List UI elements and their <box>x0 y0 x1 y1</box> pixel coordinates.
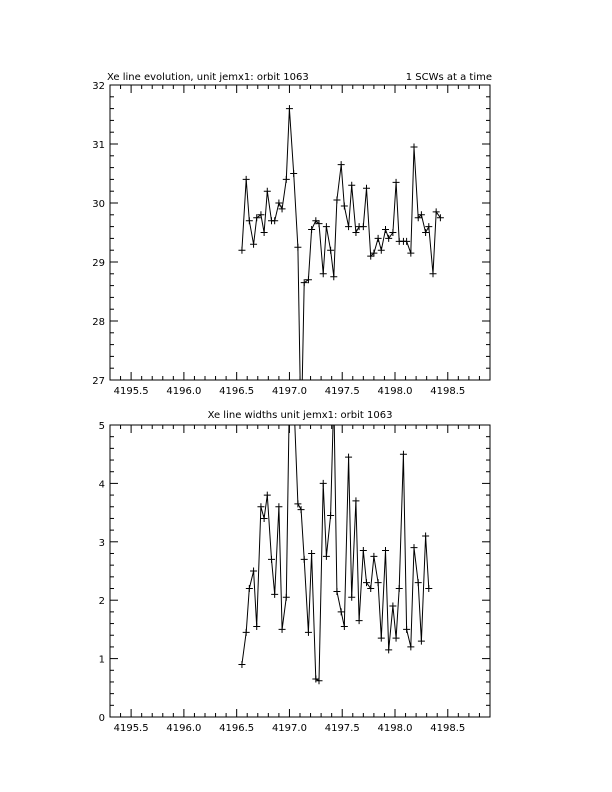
bottom-data-point <box>253 623 260 630</box>
top-y-tick-label: 31 <box>92 140 105 151</box>
top-y-tick-label: 27 <box>92 376 105 387</box>
bottom-data-point <box>261 515 268 522</box>
bottom-data-point <box>316 677 323 684</box>
top-data-point <box>271 217 278 224</box>
top-data-point <box>243 176 250 183</box>
top-data-point <box>250 241 257 248</box>
top-data-point <box>437 214 444 221</box>
top-data-point <box>341 202 348 209</box>
bottom-data-point <box>370 553 377 560</box>
top-x-tick-label: 4196.5 <box>219 386 255 397</box>
bottom-data-point <box>341 623 348 630</box>
bottom-y-tick-label: 3 <box>98 537 105 549</box>
bottom-data-point <box>360 547 367 554</box>
bottom-y-tick-label: 0 <box>98 713 105 724</box>
bottom-data-point <box>268 556 275 563</box>
top-y-tick-label: 32 <box>92 81 105 92</box>
top-data-point <box>407 250 414 257</box>
top-chart-title: Xe line evolution, unit jemx1: orbit 1063 <box>107 72 309 83</box>
bottom-x-tick-label: 4198.0 <box>377 723 413 734</box>
bottom-data-point <box>275 503 282 510</box>
top-data-point <box>279 205 286 212</box>
bottom-data-point <box>400 451 407 458</box>
bottom-data-point <box>375 579 382 586</box>
bottom-data-point <box>378 635 385 642</box>
bottom-y-tick-label: 2 <box>98 596 105 608</box>
bottom-data-point <box>333 588 340 595</box>
top-y-tick-label: 28 <box>92 317 105 328</box>
bottom-chart-frame <box>110 425 490 717</box>
bottom-data-point <box>246 585 253 592</box>
bottom-x-tick-label: 4195.5 <box>113 723 149 734</box>
top-x-tick-label: 4195.5 <box>113 386 149 397</box>
top-data-point <box>363 185 370 192</box>
top-data-point <box>246 217 253 224</box>
top-data-point <box>348 182 355 189</box>
top-y-tick-label: 30 <box>92 199 105 210</box>
top-data-point <box>360 223 367 230</box>
top-data-point <box>385 235 392 242</box>
bottom-data-point <box>403 626 410 633</box>
bottom-data-point <box>294 500 301 507</box>
top-x-tick-label: 4198.0 <box>377 386 413 397</box>
bottom-data-point <box>348 594 355 601</box>
top-data-point <box>283 176 290 183</box>
bottom-data-point <box>363 579 370 586</box>
bottom-data-point <box>301 556 308 563</box>
top-data-point <box>333 197 340 204</box>
top-data-point <box>375 235 382 242</box>
top-data-point <box>327 247 334 254</box>
top-chart-panel <box>92 72 492 439</box>
top-data-point <box>403 238 410 245</box>
top-chart-frame <box>110 85 490 380</box>
bottom-data-point <box>367 585 374 592</box>
top-data-point <box>433 208 440 215</box>
top-x-tick-label: 4197.0 <box>271 386 307 397</box>
top-data-point <box>261 229 268 236</box>
bottom-y-tick-label: 1 <box>98 654 105 666</box>
top-data-point <box>286 105 293 112</box>
top-data-point <box>393 179 400 186</box>
bottom-data-point <box>323 553 330 560</box>
bottom-y-tick-label: 5 <box>98 421 105 432</box>
bottom-data-point <box>283 594 290 601</box>
top-data-point <box>275 200 282 207</box>
top-x-tick-label: 4196.0 <box>166 386 202 397</box>
top-x-tick-label: 4197.5 <box>324 386 360 397</box>
top-data-point <box>338 161 345 168</box>
bottom-data-point <box>320 480 327 487</box>
bottom-chart-title: Xe line widths unit jemx1: orbit 1063 <box>207 410 393 421</box>
top-data-point <box>389 229 396 236</box>
bottom-series-line <box>242 396 429 681</box>
top-data-point <box>330 273 337 280</box>
top-chart-subtitle: 1 SCWs at a time <box>405 72 492 83</box>
bottom-data-point <box>407 643 414 650</box>
bottom-data-point <box>250 568 257 575</box>
bottom-data-point <box>279 626 286 633</box>
bottom-data-point <box>345 454 352 461</box>
bottom-data-point <box>352 497 359 504</box>
bottom-data-point <box>305 629 312 636</box>
bottom-data-point <box>389 603 396 610</box>
bottom-data-point <box>338 608 345 615</box>
bottom-data-point <box>356 617 363 624</box>
bottom-x-tick-label: 4198.5 <box>430 723 466 734</box>
top-data-point <box>345 223 352 230</box>
bottom-data-point <box>298 506 305 513</box>
bottom-data-point <box>382 547 389 554</box>
bottom-data-point <box>312 676 319 683</box>
bottom-data-point <box>396 585 403 592</box>
top-data-point <box>425 223 432 230</box>
bottom-data-point <box>411 544 418 551</box>
top-data-point <box>238 247 245 254</box>
top-data-point <box>430 270 437 277</box>
bottom-x-tick-label: 4197.0 <box>271 723 307 734</box>
top-data-point <box>294 244 301 251</box>
bottom-data-point <box>393 635 400 642</box>
bottom-data-point <box>422 532 429 539</box>
bottom-y-tick-label: 4 <box>98 479 105 491</box>
bottom-chart-panel <box>99 396 490 734</box>
top-data-point <box>320 270 327 277</box>
bottom-data-point <box>257 503 264 510</box>
bottom-data-point <box>238 661 245 668</box>
top-data-point <box>378 247 385 254</box>
top-data-point <box>422 229 429 236</box>
top-y-tick-label: 29 <box>92 258 105 269</box>
bottom-data-point <box>327 512 334 519</box>
top-data-point <box>308 226 315 233</box>
bottom-data-point <box>271 591 278 598</box>
bottom-x-tick-label: 4196.0 <box>166 723 202 734</box>
top-data-point <box>352 229 359 236</box>
top-data-point <box>411 143 418 150</box>
bottom-x-tick-label: 4197.5 <box>324 723 360 734</box>
top-data-point <box>382 226 389 233</box>
bottom-data-point <box>425 585 432 592</box>
top-data-point <box>290 170 297 177</box>
bottom-x-tick-label: 4196.5 <box>219 723 255 734</box>
bottom-data-point <box>264 492 271 499</box>
bottom-data-point <box>418 638 425 645</box>
top-data-point <box>264 188 271 195</box>
bottom-data-point <box>243 629 250 636</box>
bottom-data-point <box>415 579 422 586</box>
top-data-point <box>323 223 330 230</box>
bottom-data-point <box>308 550 315 557</box>
top-x-tick-label: 4198.5 <box>430 386 466 397</box>
bottom-data-point <box>385 646 392 653</box>
